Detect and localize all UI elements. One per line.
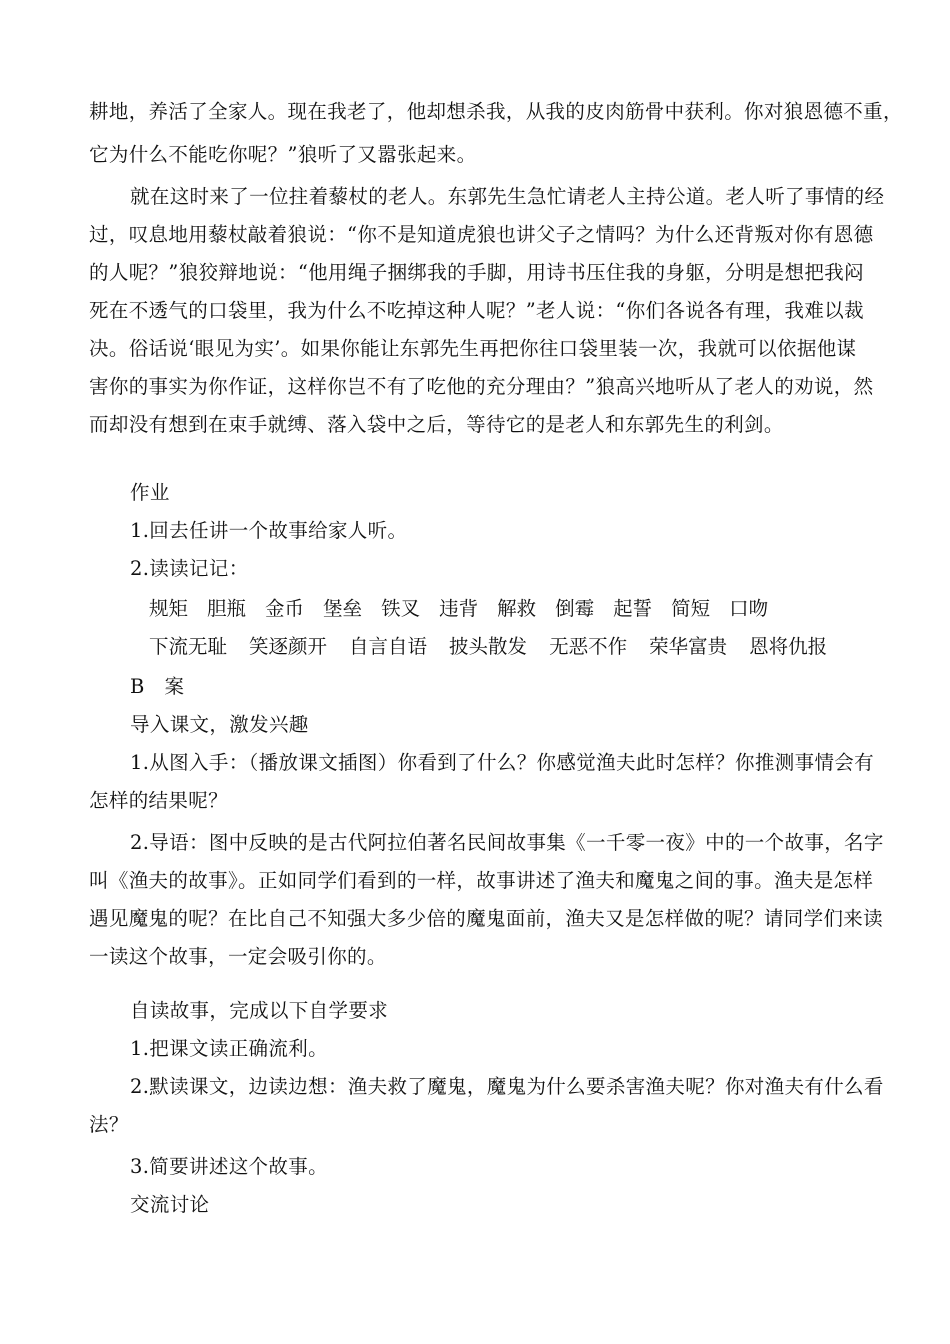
vocabulary-word: 倒霉	[555, 597, 595, 620]
section-heading: 自读故事，完成以下自学要求	[130, 999, 389, 1022]
vocabulary-word: 违背	[439, 597, 479, 620]
vocabulary-word: 口吻	[729, 597, 769, 620]
vocabulary-row-2	[149, 633, 849, 661]
vocabulary-word: 起誓	[613, 597, 653, 620]
paragraph-line: 过，叹息地用藜杖敲着狼说：“你不是知道虎狼也讲父子之情吗？为什么还背叛对你有恩德	[89, 223, 874, 246]
list-item: 2.默读课文，边读边想：渔夫救了魔鬼，魔鬼为什么要杀害渔夫呢？你对渔夫有什么看	[130, 1075, 884, 1098]
paragraph-line: 的人呢？”狼狡辩地说：“他用绳子捆绑我的手脚，用诗书压住我的身躯，分明是想把我闷	[89, 261, 864, 284]
vocabulary-word: 铁叉	[381, 597, 421, 620]
paragraph-line: 怎样的结果呢？	[89, 789, 228, 812]
section-heading-homework: 作业	[130, 481, 170, 504]
paragraph-line: 叫《渔夫的故事》。正如同学们看到的一样，故事讲述了渔夫和魔鬼之间的事。渔夫是怎样	[89, 869, 874, 892]
vocabulary-phrase: 披头散发	[449, 635, 528, 658]
list-item: 1.把课文读正确流利。	[130, 1037, 328, 1060]
section-heading: 导入课文，激发兴趣	[130, 713, 309, 736]
vocabulary-word: 金币	[265, 597, 305, 620]
section-heading-plan-b: B 案	[130, 675, 185, 698]
paragraph-line: 一读这个故事，一定会吸引你的。	[89, 945, 387, 968]
list-item: 3.简要讲述这个故事。	[130, 1155, 328, 1178]
vocabulary-phrase: 无恶不作	[549, 635, 628, 658]
list-item: 1.回去任讲一个故事给家人听。	[130, 519, 408, 542]
vocabulary-word: 规矩	[149, 597, 189, 620]
paragraph-line: 耕地，养活了全家人。现在我老了，他却想杀我，从我的皮肉筋骨中获利。你对狼恩德不重，	[89, 100, 903, 123]
vocabulary-word: 堡垒	[323, 597, 363, 620]
paragraph-line: 就在这时来了一位拄着藜杖的老人。东郭先生急忙请老人主持公道。老人听了事情的经	[130, 185, 885, 208]
vocabulary-word: 胆瓶	[207, 597, 247, 620]
paragraph-line: 害你的事实为你作证，这样你岂不有了吃他的充分理由？”狼高兴地听从了老人的劝说，然	[89, 375, 874, 398]
paragraph-line: 它为什么不能吃你呢？”狼听了又嚣张起来。	[89, 143, 477, 166]
list-item: 2.读读记记：	[130, 557, 249, 580]
vocabulary-phrase: 恩将仇报	[749, 635, 828, 658]
paragraph-line: 法？	[89, 1113, 129, 1136]
paragraph-line: 2.导语：图中反映的是古代阿拉伯著名民间故事集《一千零一夜》中的一个故事，名字	[130, 831, 884, 854]
vocabulary-phrase: 自言自语	[349, 635, 428, 658]
vocabulary-phrase: 下流无耻	[149, 635, 228, 658]
section-heading: 交流讨论	[130, 1193, 210, 1216]
paragraph-line: 1.从图入手：（播放课文插图）你看到了什么？你感觉渔夫此时怎样？你推测事情会有	[130, 751, 875, 774]
paragraph-line: 而却没有想到在束手就缚、落入袋中之后，等待它的是老人和东郭先生的利剑。	[89, 413, 784, 436]
paragraph-line: 遇见魔鬼的呢？在比自己不知强大多少倍的魔鬼面前，渔夫又是怎样做的呢？请同学们来读	[89, 907, 884, 930]
vocabulary-phrase: 笑逐颜开	[249, 635, 328, 658]
vocabulary-phrase: 荣华富贵	[649, 635, 728, 658]
paragraph-line: 决。俗话说‘眼见为实’。如果你能让东郭先生再把你往口袋里装一次，我就可以依据他谋	[89, 337, 857, 360]
vocabulary-word: 简短	[671, 597, 711, 620]
vocabulary-row-1	[149, 595, 787, 623]
paragraph-line: 死在不透气的口袋里，我为什么不吃掉这种人呢？”老人说：“你们各说各有理，我难以裁	[89, 299, 864, 322]
vocabulary-word: 解救	[497, 597, 537, 620]
